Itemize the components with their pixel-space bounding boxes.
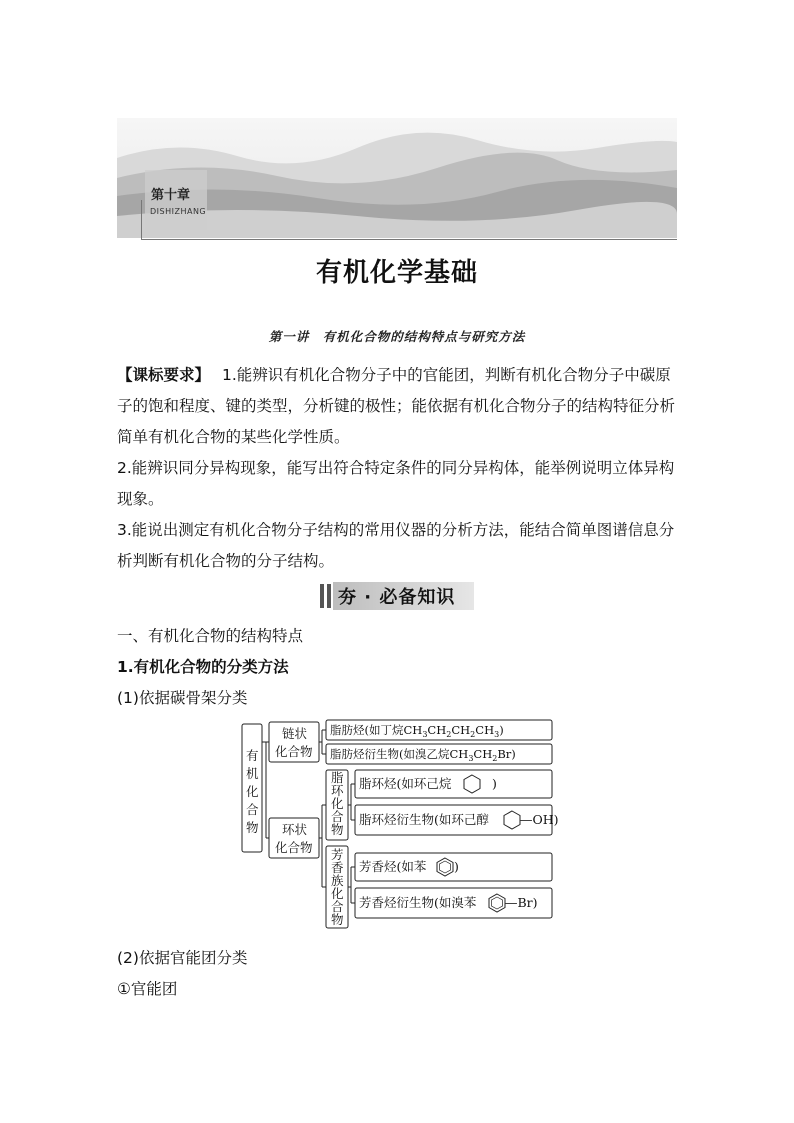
- alicyclic-connector: [348, 784, 355, 820]
- aromatic-char-6: 物: [331, 912, 344, 927]
- alicyclic-box: [326, 770, 348, 840]
- aromatic-char-4: 化: [331, 886, 344, 901]
- aromatic-char-3: 族: [331, 873, 344, 888]
- root-box: [242, 724, 262, 852]
- benzene-inner-ring-icon: [440, 861, 451, 873]
- section-banner: [320, 582, 474, 609]
- chapter-subtitle: DISHIZHANG: [150, 207, 207, 216]
- leaf-3-suffix: ): [492, 776, 497, 791]
- requirement-3: 3.能说出测定有机化合物分子结构的常用仪器的分析方法，能结合简单图谱信息分析判断有机化合物的分子结构。: [117, 521, 675, 570]
- alicyclic-char-5: 物: [331, 822, 344, 837]
- root-char-5: 物: [246, 820, 259, 835]
- ring-box: [269, 818, 319, 858]
- banner-divider-vertical: [141, 200, 142, 240]
- chain-label-2: 化合物: [275, 744, 313, 759]
- leaf-box-3: [355, 770, 552, 798]
- leaf-6-prefix: 芳香烃衍生物(如溴苯: [359, 895, 477, 910]
- chapter-title: 第十章: [151, 188, 191, 203]
- aromatic-box: [326, 846, 348, 928]
- aromatic-connector: [348, 867, 355, 903]
- leaf-box-2: [326, 744, 552, 764]
- section-banner-text: 夯 · 必备知识: [338, 587, 456, 608]
- heading-functional-group-classification: (2)依据官能团分类: [117, 949, 248, 967]
- cyclohexane-icon: [464, 775, 480, 793]
- root-char-1: 有: [246, 748, 259, 763]
- main-title: 有机化学基础: [315, 258, 478, 288]
- banner-bar-right: [327, 584, 331, 608]
- leaf-box-5: [355, 853, 552, 881]
- leaf-2-text: 脂肪烃衍生物(如溴乙烷$CH_3CH_2Br$): [330, 747, 516, 763]
- leaf-box-6: [355, 888, 552, 918]
- ring-label-1: 环状: [282, 822, 308, 837]
- leaf-box-4: [355, 805, 552, 835]
- leaf-3-prefix: 脂环烃(如环己烷: [359, 776, 452, 791]
- leaf-4-suffix: —OH): [520, 812, 559, 827]
- ring-label-2: 化合物: [275, 840, 313, 855]
- leaf-box-1: [326, 720, 552, 740]
- alicyclic-char-2: 环: [331, 783, 344, 798]
- chain-connector: [319, 730, 326, 754]
- alicyclic-char-3: 化: [331, 796, 344, 811]
- bromobenzene-inner-ring-icon: [492, 897, 503, 909]
- requirement-1: 1.能辨识有机化合物分子中的官能团，判断有机化合物分子中碳原子的饱和程度、键的类型，分析键的极性；能依据有机化合物分子的结构特征分析简单有机化合物的某些化学性质。: [117, 366, 676, 446]
- cyclohexanol-ring-icon: [504, 811, 520, 829]
- heading-structure: 一、有机化合物的结构特点: [117, 627, 304, 645]
- leaf-1-text: 脂肪烃(如丁烷$CH_3CH_2CH_2CH_3$): [330, 723, 504, 739]
- banner-divider: [141, 239, 677, 240]
- root-char-3: 化: [246, 784, 259, 799]
- heading-carbon-skeleton: (1)依据碳骨架分类: [117, 689, 248, 707]
- chain-label-1: 链状: [282, 726, 308, 741]
- leaf-5-suffix: ): [454, 859, 459, 874]
- leaf-5-prefix: 芳香烃(如苯: [359, 859, 427, 874]
- benzene-icon: [437, 858, 453, 876]
- heading-functional-group: ①官能团: [117, 980, 178, 998]
- alicyclic-char-4: 合: [331, 809, 344, 824]
- root-connector: [262, 742, 269, 838]
- root-char-2: 机: [246, 766, 259, 781]
- requirement-2: 2.能辨识同分异构现象，能写出符合特定条件的同分异构体，能举例说明立体异构现象。: [117, 459, 675, 508]
- aromatic-char-5: 合: [331, 899, 344, 914]
- chain-box: [269, 722, 319, 762]
- aromatic-char-1: 芳: [331, 847, 344, 862]
- ring-connector: [319, 805, 326, 887]
- heading-classification: 1.有机化合物的分类方法: [117, 658, 289, 676]
- leaf-6-suffix: —Br): [505, 895, 538, 910]
- banner-bar-left: [320, 584, 324, 608]
- aromatic-char-2: 香: [331, 860, 344, 875]
- requirements-paragraph: [117, 360, 679, 453]
- root-char-4: 合: [246, 802, 259, 817]
- bromobenzene-ring-icon: [489, 894, 505, 912]
- leaf-4-prefix: 脂环烃衍生物(如环己醇: [359, 812, 489, 827]
- alicyclic-char-1: 脂: [331, 770, 344, 785]
- requirements-label: 【课标要求】: [117, 366, 211, 384]
- lesson-title: 第一讲 有机化合物的结构特点与研究方法: [268, 329, 526, 344]
